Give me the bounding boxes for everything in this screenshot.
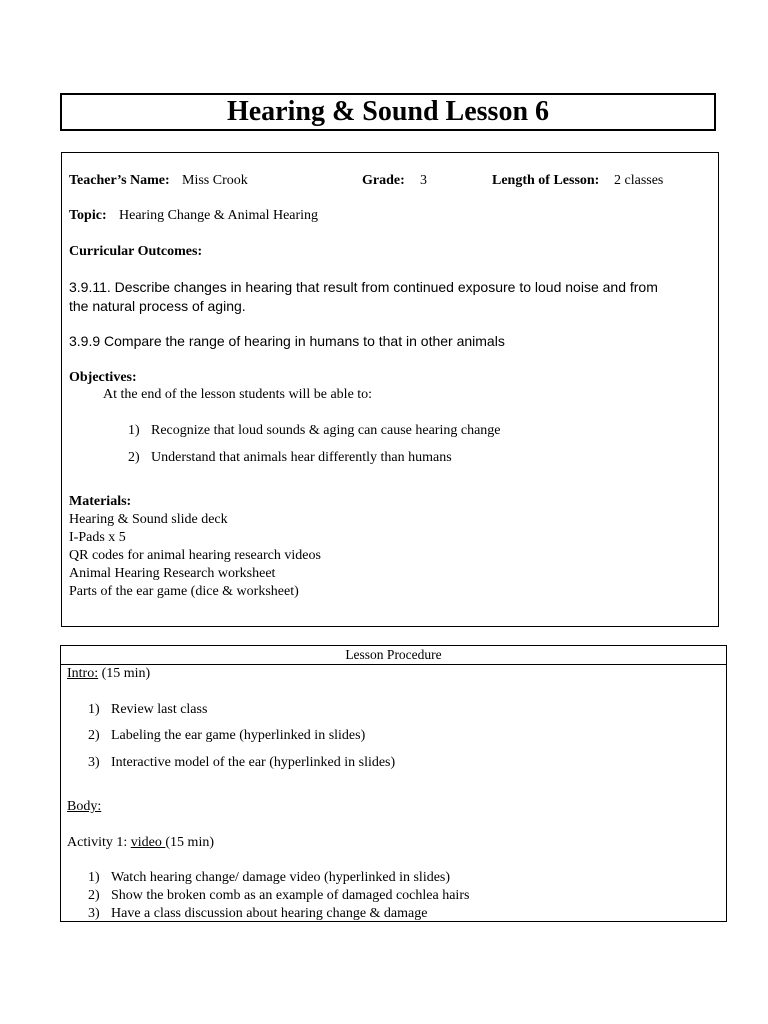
activity-video-link[interactable]: video <box>130 835 166 850</box>
material-item: QR codes for animal hearing research videos <box>69 548 321 563</box>
intro-time: (15 min) <box>98 666 151 681</box>
activity-item-text: Show the broken comb as an example of damaged cochlea hairs <box>111 888 470 903</box>
outcome-2: 3.9.9 Compare the range of hearing in humans to that in other animals <box>69 333 505 349</box>
length-value: 2 classes <box>614 173 664 188</box>
lesson-info-box <box>61 152 719 627</box>
objectives-intro: At the end of the lesson students will be able to: <box>103 387 373 402</box>
activity-item-text: Have a class discussion about hearing change & damage <box>111 906 428 921</box>
grade-label: Grade: <box>362 173 405 188</box>
intro-item-text: Review last class <box>111 702 208 717</box>
outcome-1-line-1: 3.9.11. Describe changes in hearing that result from continued exposure to loud noise and from <box>69 279 658 295</box>
objectives-label: Objectives: <box>69 370 137 385</box>
activity-time: (15 min) <box>165 835 214 850</box>
intro-item-num: 2) <box>88 728 100 743</box>
materials-label: Materials: <box>69 494 132 509</box>
material-item: Animal Hearing Research worksheet <box>69 566 276 581</box>
procedure-header: Lesson Procedure <box>61 646 726 665</box>
grade-value: 3 <box>420 173 427 188</box>
body-label: Body: <box>67 799 102 814</box>
activity-item-text: Watch hearing change/ damage video (hyperlinked in slides) <box>111 870 451 885</box>
objective-num: 1) <box>128 423 140 438</box>
material-item: Hearing & Sound slide deck <box>69 512 228 527</box>
outcomes-label: Curricular Outcomes: <box>69 244 203 259</box>
teacher-value: Miss Crook <box>182 173 248 188</box>
procedure-table <box>60 645 727 922</box>
objective-text: Understand that animals hear differently than humans <box>151 450 452 465</box>
activity-prefix: Activity 1: <box>67 835 131 850</box>
topic-value: Hearing Change & Animal Hearing <box>119 208 319 223</box>
intro-label: Intro: <box>67 666 99 681</box>
objective-num: 2) <box>128 450 140 465</box>
teacher-label: Teacher’s Name: <box>69 173 170 188</box>
material-item: I-Pads x 5 <box>69 530 126 545</box>
page-title: Hearing & Sound Lesson 6 <box>226 96 550 127</box>
activity-item-num: 3) <box>88 906 100 921</box>
intro-item-text: Interactive model of the ear (hyperlinked in slides) <box>111 755 396 770</box>
intro-item-num: 3) <box>88 755 100 770</box>
activity-item-num: 1) <box>88 870 100 885</box>
material-item: Parts of the ear game (dice & worksheet) <box>69 584 299 599</box>
activity-item-num: 2) <box>88 888 100 903</box>
outcome-1-line-2: the natural process of aging. <box>69 298 246 314</box>
activity-heading <box>67 835 214 851</box>
topic-label: Topic: <box>69 208 107 223</box>
title-box <box>60 93 716 131</box>
intro-item-num: 1) <box>88 702 100 717</box>
intro-item-text: Labeling the ear game (hyperlinked in slides) <box>111 728 366 743</box>
length-label: Length of Lesson: <box>492 173 600 188</box>
objective-text: Recognize that loud sounds & aging can cause hearing change <box>151 423 501 438</box>
intro-heading <box>67 666 150 682</box>
